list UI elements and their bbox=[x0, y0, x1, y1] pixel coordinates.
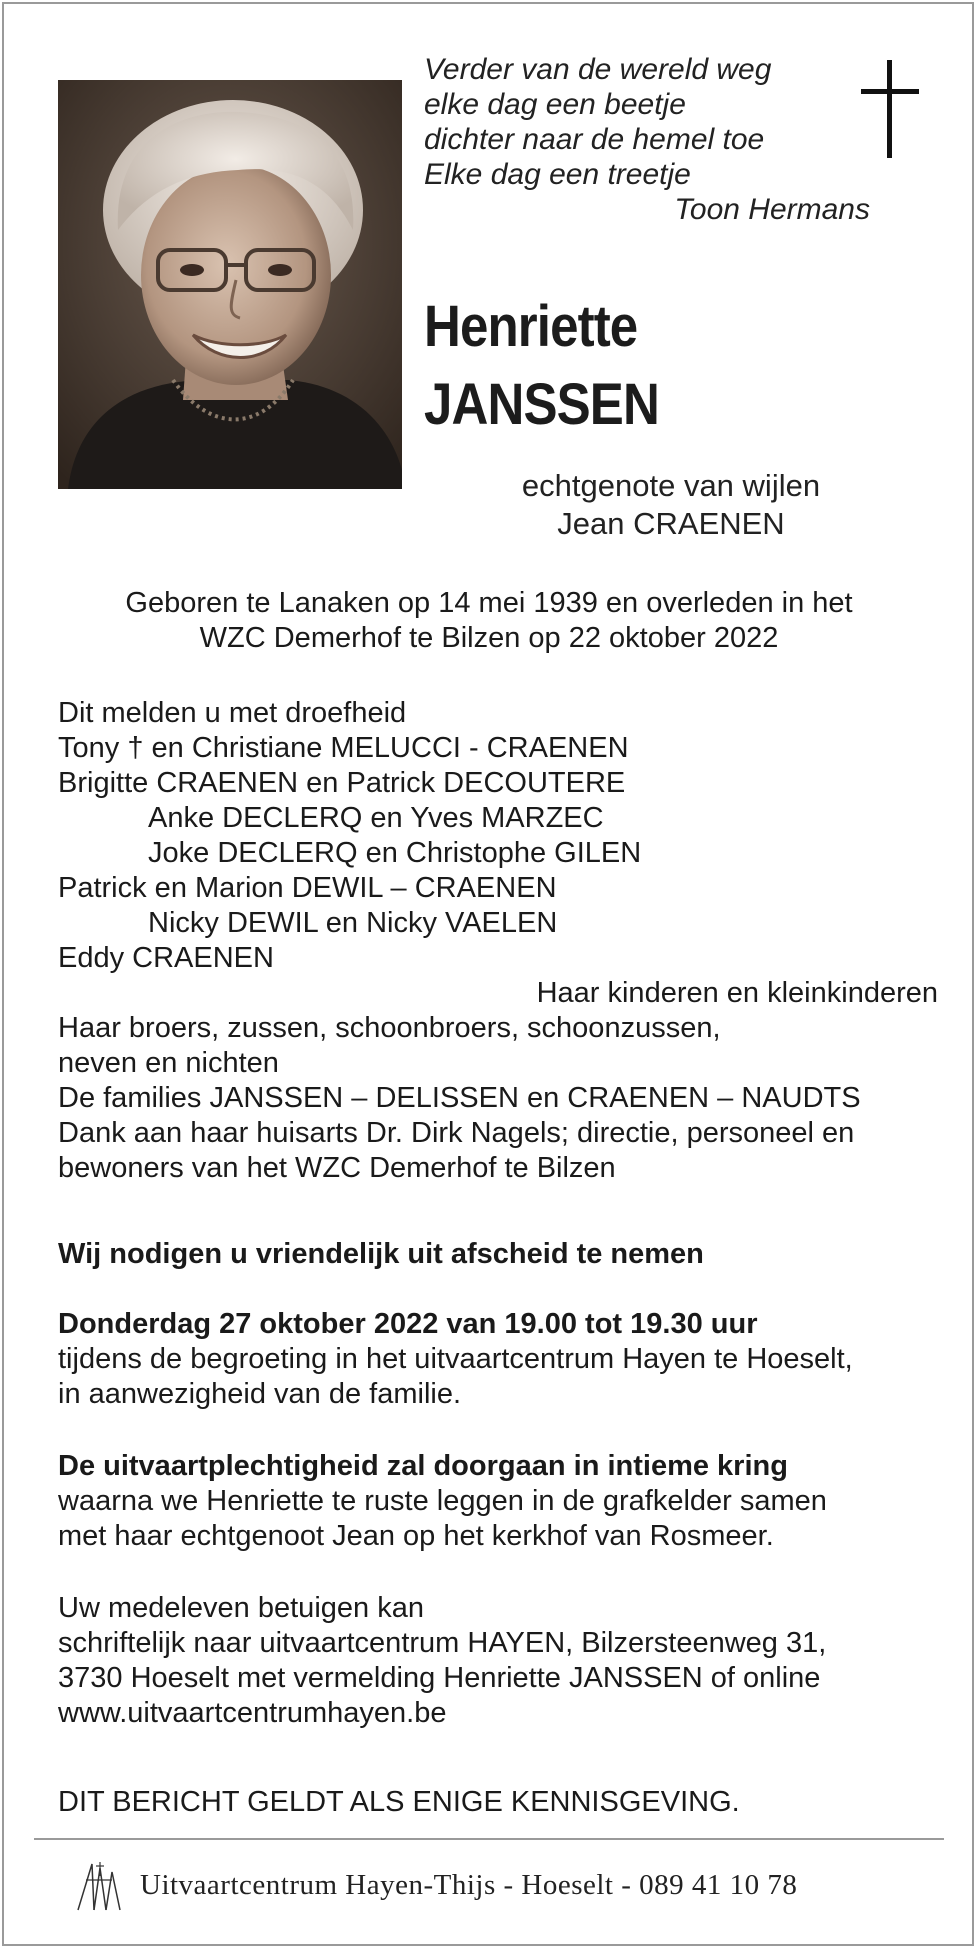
mourner-line: Brigitte CRAENEN en Patrick DECOUTERE bbox=[58, 767, 626, 799]
condolence-section bbox=[58, 1591, 938, 1731]
poem-line: elke dag een beetje bbox=[424, 88, 686, 121]
footer-text: Uitvaartcentrum Hayen-Thijs - Hoeselt - 089 41 10 78 bbox=[140, 1869, 798, 1901]
first-name: Henriette bbox=[424, 294, 638, 359]
mourner-line: Anke DECLERQ en Yves MARZEC bbox=[148, 802, 604, 834]
condolence-line: schriftelijk naar uitvaartcentrum HAYEN, Bilzersteenweg 31, bbox=[58, 1627, 827, 1659]
portrait-photo bbox=[58, 80, 402, 489]
notice-text: DIT BERICHT GELDT ALS ENIGE KENNISGEVING. bbox=[58, 1786, 740, 1818]
cross-icon bbox=[855, 52, 927, 162]
poem-line: dichter naar de hemel toe bbox=[424, 123, 765, 156]
birth-death-info bbox=[58, 586, 920, 656]
mourner-line: Joke DECLERQ en Christophe GILEN bbox=[148, 837, 642, 869]
mourner-line: Nicky DEWIL en Nicky VAELEN bbox=[148, 907, 558, 939]
thanks-line: bewoners van het WZC Demerhof te Bilzen bbox=[58, 1152, 616, 1184]
mourner-line: neven en nichten bbox=[58, 1047, 279, 1079]
birth-line: Geboren te Lanaken op 14 mei 1939 en overleden in het bbox=[125, 587, 853, 619]
greeting-section bbox=[58, 1307, 938, 1412]
mourner-line: Eddy CRAENEN bbox=[58, 942, 274, 974]
mourners-list bbox=[58, 696, 938, 1186]
death-line: WZC Demerhof te Bilzen op 22 oktober 2022 bbox=[199, 622, 779, 654]
mourner-line: Tony † en Christiane MELUCCI - CRAENEN bbox=[58, 732, 629, 764]
spouse-name: Jean CRAENEN bbox=[557, 506, 785, 541]
condolence-url: www.uitvaartcentrumhayen.be bbox=[58, 1697, 447, 1729]
poem bbox=[424, 52, 884, 227]
ceremony-section bbox=[58, 1449, 938, 1554]
footer-divider bbox=[34, 1838, 944, 1840]
mourner-line: Haar kinderen en kleinkinderen bbox=[536, 977, 938, 1009]
greeting-line: tijdens de begroeting in het uitvaartcentrum Hayen te Hoeselt, bbox=[58, 1343, 853, 1375]
poem-line: Verder van de wereld weg bbox=[424, 53, 772, 86]
deceased-name bbox=[424, 288, 659, 444]
greeting-line: in aanwezigheid van de familie. bbox=[58, 1378, 462, 1410]
poem-author: Toon Hermans bbox=[674, 193, 870, 226]
funeral-home-logo-icon bbox=[72, 1858, 124, 1914]
spouse-line: echtgenote van wijlen bbox=[521, 468, 821, 503]
ceremony-line: waarna we Henriette te ruste leggen in de grafkelder samen bbox=[58, 1485, 827, 1517]
condolence-line: 3730 Hoeselt met vermelding Henriette JANSSEN of online bbox=[58, 1662, 821, 1694]
mourner-line: Haar broers, zussen, schoonbroers, schoonzussen, bbox=[58, 1012, 721, 1044]
spouse-info bbox=[424, 467, 918, 543]
ceremony-heading: De uitvaartplechtigheid zal doorgaan in intieme kring bbox=[58, 1450, 788, 1482]
mourner-line: De families JANSSEN – DELISSEN en CRAENEN – NAUDTS bbox=[58, 1082, 861, 1114]
thanks-line: Dank aan haar huisarts Dr. Dirk Nagels; directie, personeel en bbox=[58, 1117, 855, 1149]
condolence-line: Uw medeleven betuigen kan bbox=[58, 1592, 424, 1624]
mourner-line: Patrick en Marion DEWIL – CRAENEN bbox=[58, 872, 557, 904]
greeting-heading: Donderdag 27 oktober 2022 van 19.00 tot 19.30 uur bbox=[58, 1308, 758, 1340]
invite-heading: Wij nodigen u vriendelijk uit afscheid te nemen bbox=[58, 1238, 704, 1270]
ceremony-line: met haar echtgenoot Jean op het kerkhof van Rosmeer. bbox=[58, 1520, 774, 1552]
last-name: JANSSEN bbox=[424, 372, 659, 437]
mourners-intro: Dit melden u met droefheid bbox=[58, 697, 407, 729]
poem-line: Elke dag een treetje bbox=[424, 158, 691, 191]
